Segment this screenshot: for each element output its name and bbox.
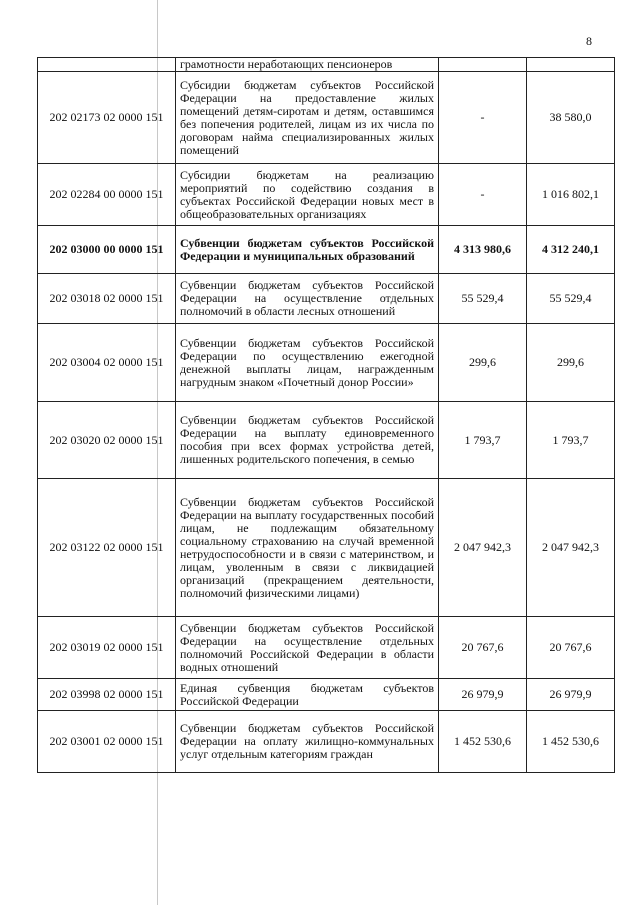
table-row xyxy=(38,274,615,324)
row-value-2 xyxy=(527,58,615,72)
row-name: Субвенции бюджетам субъектов Российской Федерации на оплату жилищно-коммунальных услуг отдельным категориям граждан xyxy=(176,711,439,773)
row-name: Субвенции бюджетам субъектов Российской Федерации по осуществлению ежегодной денежной выплаты лицам, награжденным нагрудным знаком «Почетный донор России» xyxy=(176,324,439,402)
row-name: грамотности неработающих пенсионеров xyxy=(176,58,439,72)
row-value-2: 55 529,4 xyxy=(527,274,615,324)
row-code: 202 02173 02 0000 151 xyxy=(38,72,176,164)
row-value-2: 20 767,6 xyxy=(527,617,615,679)
row-value-2: 1 452 530,6 xyxy=(527,711,615,773)
row-value-2: 299,6 xyxy=(527,324,615,402)
table-row xyxy=(38,679,615,711)
row-value-2: 4 312 240,1 xyxy=(527,226,615,274)
row-code: 202 03004 02 0000 151 xyxy=(38,324,176,402)
row-code: 202 03000 00 0000 151 xyxy=(38,226,176,274)
table-row xyxy=(38,324,615,402)
row-value-1: - xyxy=(439,72,527,164)
row-name: Субсидии бюджетам на реализацию мероприятий по содействию создания в субъектах Российской Федерации новых мест в общеобразовательных организациях xyxy=(176,164,439,226)
row-value-2: 26 979,9 xyxy=(527,679,615,711)
row-value-2: 2 047 942,3 xyxy=(527,479,615,617)
row-name: Субвенции бюджетам субъектов Российской Федерации на выплату государственных пособий лицам, не подлежащим обязательному социальному страхованию на случай временной нетрудоспособности и в связи с материнством, и лицам, уволенным в связи с ликвидацией организаций (прекращением деятельности, полномочий физическими лицами) xyxy=(176,479,439,617)
row-value-1: 1 793,7 xyxy=(439,402,527,479)
table-row xyxy=(38,711,615,773)
row-name: Субсидии бюджетам субъектов Российской Федерации на предоставление жилых помещений детям-сиротам и детям, оставшимся без попечения родителей, лицам из их числа по договорам найма специализированных жилых помещений xyxy=(176,72,439,164)
row-name: Субвенции бюджетам субъектов Российской Федерации и муниципальных образований xyxy=(176,226,439,274)
row-value-2: 1 793,7 xyxy=(527,402,615,479)
row-value-1: 26 979,9 xyxy=(439,679,527,711)
row-code: 202 02284 00 0000 151 xyxy=(38,164,176,226)
table-row xyxy=(38,402,615,479)
row-name: Субвенции бюджетам субъектов Российской Федерации на выплату единовременного пособия при всех формах устройства детей, лишенных родительского попечения, в семью xyxy=(176,402,439,479)
row-code: 202 03122 02 0000 151 xyxy=(38,479,176,617)
row-value-1: 55 529,4 xyxy=(439,274,527,324)
table-row xyxy=(38,479,615,617)
row-value-1: 299,6 xyxy=(439,324,527,402)
row-name: Субвенции бюджетам субъектов Российской Федерации на осуществление отдельных полномочий Российской Федерации в области водных отношений xyxy=(176,617,439,679)
table-row xyxy=(38,164,615,226)
row-value-1: - xyxy=(439,164,527,226)
row-code: 202 03018 02 0000 151 xyxy=(38,274,176,324)
row-code: 202 03019 02 0000 151 xyxy=(38,617,176,679)
row-value-1: 1 452 530,6 xyxy=(439,711,527,773)
table-row xyxy=(38,58,615,72)
row-value-2: 1 016 802,1 xyxy=(527,164,615,226)
table-row xyxy=(38,617,615,679)
row-code: 202 03001 02 0000 151 xyxy=(38,711,176,773)
row-value-2: 38 580,0 xyxy=(527,72,615,164)
row-code: 202 03020 02 0000 151 xyxy=(38,402,176,479)
row-name: Единая субвенция бюджетам субъектов Российской Федерации xyxy=(176,679,439,711)
row-code: 202 03998 02 0000 151 xyxy=(38,679,176,711)
row-name: Субвенции бюджетам субъектов Российской Федерации на осуществление отдельных полномочий в области лесных отношений xyxy=(176,274,439,324)
row-value-1: 4 313 980,6 xyxy=(439,226,527,274)
budget-table xyxy=(37,57,615,773)
row-value-1: 20 767,6 xyxy=(439,617,527,679)
row-value-1 xyxy=(439,58,527,72)
row-value-1: 2 047 942,3 xyxy=(439,479,527,617)
page-number: 8 xyxy=(586,34,592,48)
table-row-total xyxy=(38,226,615,274)
table-row xyxy=(38,72,615,164)
row-code xyxy=(38,58,176,72)
